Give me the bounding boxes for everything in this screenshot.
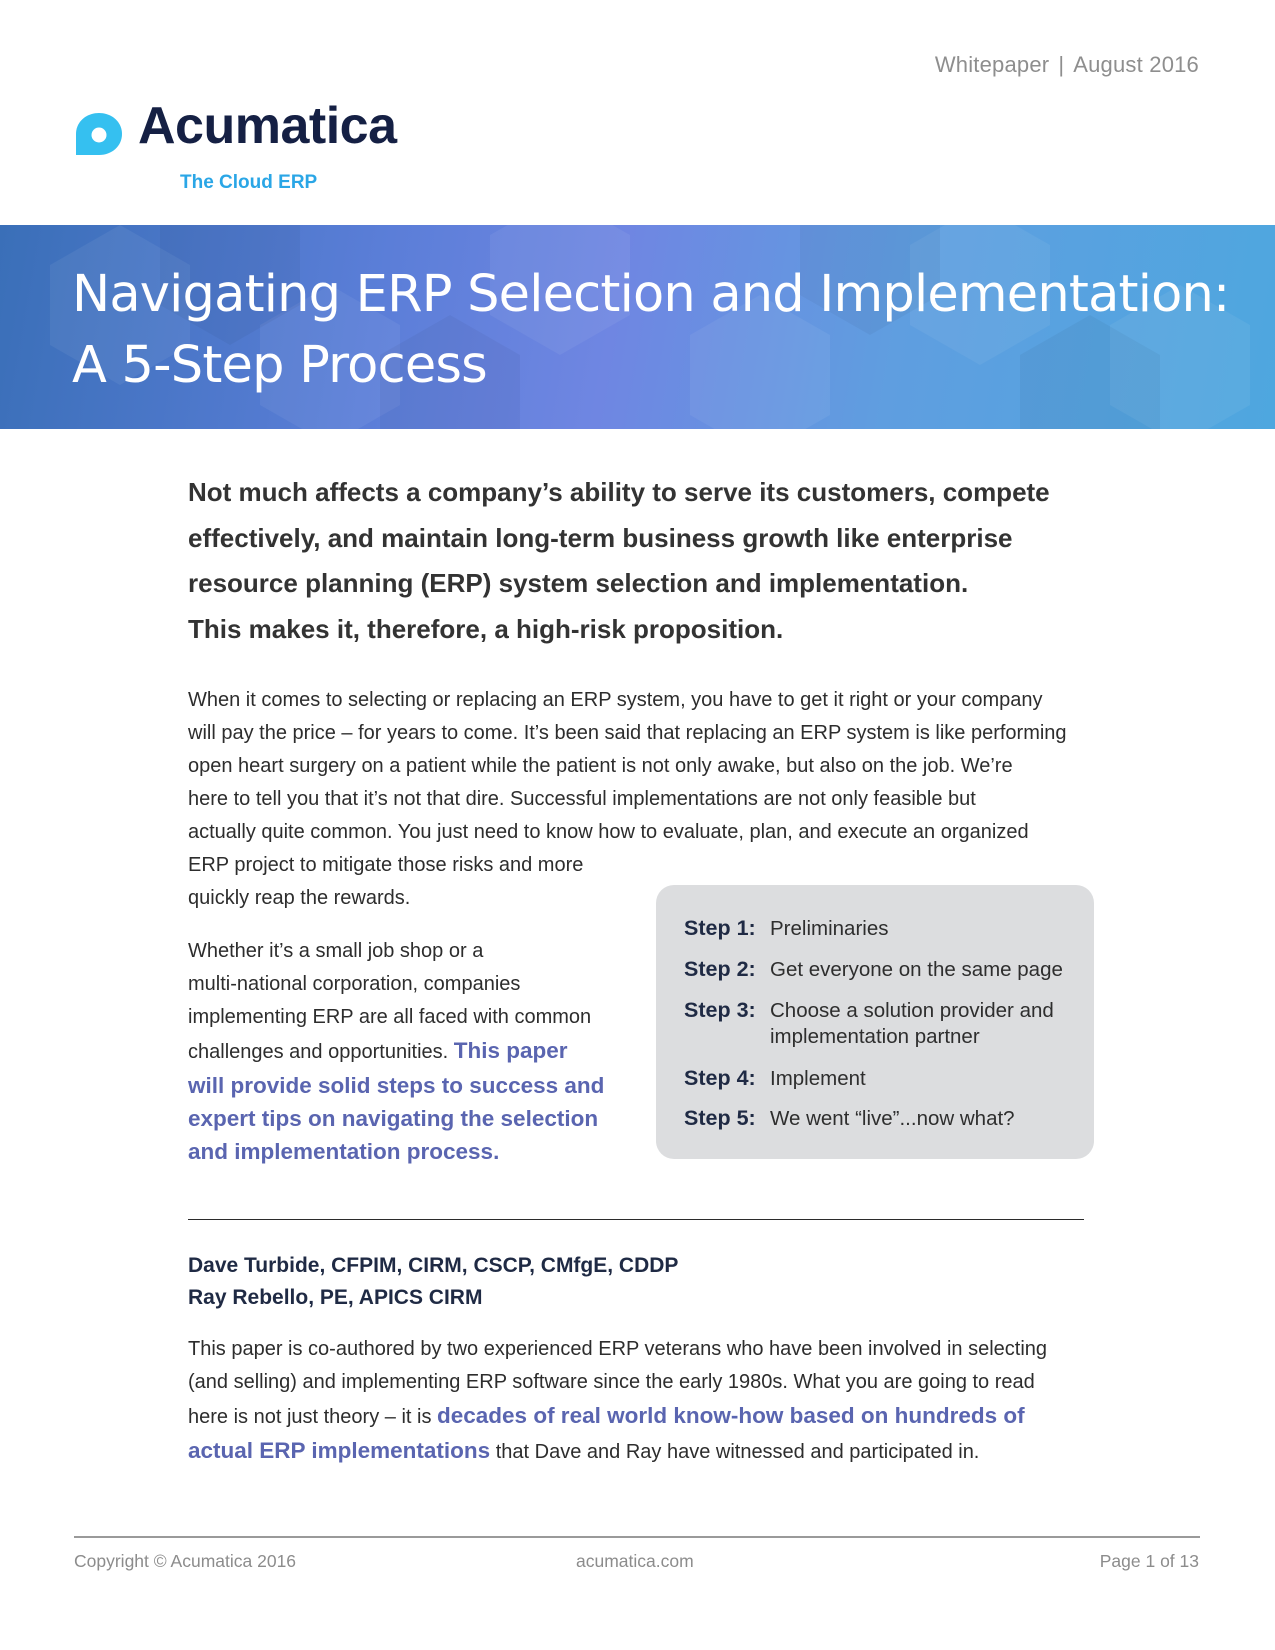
- footer-divider: [74, 1536, 1200, 1538]
- lead-line: resource planning (ERP) system selection and implementation.: [188, 568, 969, 598]
- acumatica-logo-icon: [74, 111, 124, 157]
- authors-block: [188, 1250, 678, 1314]
- highlight-text: This paper: [453, 1038, 568, 1063]
- intro-line: quickly reap the rewards.: [188, 887, 411, 909]
- highlight-line: will provide solid steps to success and: [188, 1073, 605, 1098]
- step-text-line: Choose a solution provider and: [770, 999, 1054, 1022]
- step-label: Step 3:: [684, 998, 756, 1022]
- para-line: [188, 1399, 1088, 1434]
- title-line-2: A 5-Step Process: [72, 336, 487, 395]
- para-line: [188, 1434, 1088, 1469]
- logo-name: Acumatica: [138, 97, 397, 155]
- para-text: that Dave and Ray have witnessed and participated in.: [495, 1441, 980, 1463]
- para-line: Whether it’s a small job shop or a: [188, 940, 484, 962]
- author-name: Dave Turbide, CFPIM, CIRM, CSCP, CMfgE, CDDP: [188, 1254, 679, 1277]
- intro-line: actually quite common. You just need to know how to evaluate, plan, and execute an organized: [188, 821, 1029, 843]
- highlight-text: decades of real world know-how based on hundreds of: [437, 1403, 1025, 1428]
- highlight-line: and implementation process.: [188, 1139, 500, 1164]
- lead-paragraph: [188, 470, 1088, 652]
- step-label: Step 4:: [684, 1066, 756, 1090]
- step-text: Implement: [770, 1067, 866, 1090]
- step-text-line: implementation partner: [770, 1025, 980, 1048]
- page-title: [72, 259, 1229, 401]
- author-name: Ray Rebello, PE, APICS CIRM: [188, 1286, 483, 1309]
- step-text: Get everyone on the same page: [770, 958, 1063, 981]
- step-text: [770, 998, 1070, 1050]
- steps-box: [656, 885, 1094, 1159]
- intro-line: open heart surgery on a patient while the patient is not only awake, but also on the job. We’re: [188, 755, 1013, 777]
- lead-line: Not much affects a company’s ability to serve its customers, compete: [188, 477, 1050, 507]
- logo-tagline: The Cloud ERP: [180, 172, 318, 193]
- step-label: Step 5:: [684, 1106, 756, 1130]
- step-text: Preliminaries: [770, 917, 889, 940]
- section-divider: [188, 1219, 1084, 1220]
- lead-line: effectively, and maintain long-term business growth like enterprise: [188, 522, 1013, 553]
- lead-line: This makes it, therefore, a high-risk proposition.: [188, 613, 784, 644]
- title-line-1: Navigating ERP Selection and Implementation:: [72, 265, 1230, 324]
- footer-page-number: Page 1 of 13: [1099, 1551, 1199, 1571]
- step-text: We went “live”...now what?: [770, 1107, 1015, 1130]
- intro-paragraph: [188, 684, 1088, 915]
- document-meta: [935, 52, 1199, 78]
- para-line: [188, 1034, 638, 1069]
- footer-website-link[interactable]: acumatica.com: [576, 1551, 694, 1571]
- highlight-text: actual ERP implementations: [188, 1438, 491, 1463]
- meta-separator: |: [1058, 52, 1065, 77]
- coauthor-paragraph: [188, 1333, 1088, 1469]
- second-paragraph: [188, 935, 638, 1168]
- para-line: (and selling) and implementing ERP software since the early 1980s. What you are going to read: [188, 1371, 1035, 1393]
- para-text: challenges and opportunities.: [188, 1041, 449, 1063]
- intro-line: ERP project to mitigate those risks and more: [188, 854, 584, 876]
- para-line: implementing ERP are all faced with common: [188, 1006, 592, 1028]
- intro-line: here to tell you that it’s not that dire. Successful implementations are not only feasible but: [188, 788, 976, 810]
- title-banner: [0, 225, 1275, 429]
- footer-copyright: Copyright © Acumatica 2016: [74, 1551, 297, 1571]
- intro-line: When it comes to selecting or replacing an ERP system, you have to get it right or your company: [188, 689, 1043, 711]
- intro-line: will pay the price – for years to come. It’s been said that replacing an ERP system is like performing: [188, 722, 1067, 744]
- para-text: here is not just theory – it is: [188, 1406, 432, 1428]
- step-label: Step 2:: [684, 957, 756, 981]
- doc-date: August 2016: [1073, 52, 1199, 77]
- para-line: This paper is co-authored by two experienced ERP veterans who have been involved in selecting: [188, 1338, 1048, 1360]
- highlight-line: expert tips on navigating the selection: [188, 1106, 599, 1131]
- step-label: Step 1:: [684, 916, 756, 940]
- acumatica-logo: [74, 97, 414, 198]
- para-line: multi-national corporation, companies: [188, 973, 521, 995]
- doc-type: Whitepaper: [934, 52, 1050, 77]
